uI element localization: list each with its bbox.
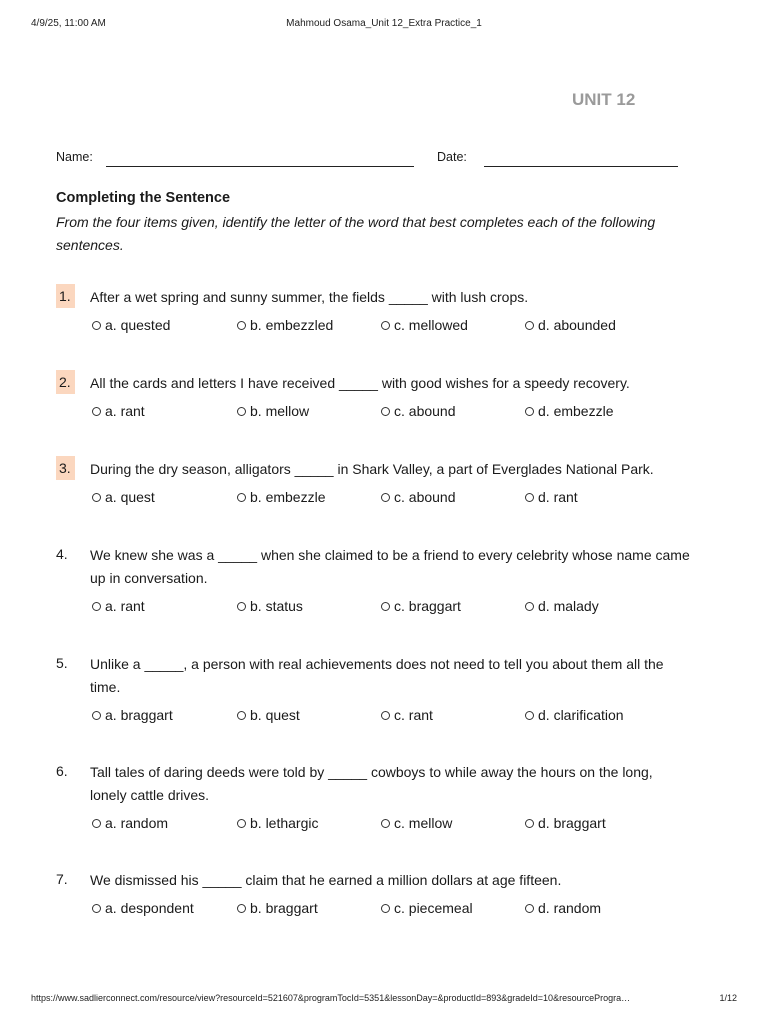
radio-button-icon[interactable]	[525, 407, 534, 416]
answer-option-label: a. quest	[105, 489, 155, 505]
answer-option[interactable]	[381, 815, 452, 831]
print-url: https://www.sadlierconnect.com/resource/view?resourceId=521607&programTocId=5351&lessonDay=&productId=893&gradeId=10&resourceProgra…	[31, 993, 631, 1003]
section-title: Completing the Sentence	[56, 190, 231, 206]
answer-option-label: b. embezzle	[250, 489, 326, 505]
answer-option[interactable]	[92, 707, 173, 723]
answer-option-label: b. embezzled	[250, 317, 334, 333]
answer-options	[92, 317, 692, 337]
answer-option-label: d. braggart	[538, 815, 606, 831]
answer-options	[92, 900, 692, 920]
answer-option-label: c. abound	[394, 403, 456, 419]
answer-option-label: c. abound	[394, 489, 456, 505]
question-number: 7.	[56, 871, 68, 887]
answer-option[interactable]	[525, 598, 599, 614]
name-date-row	[56, 150, 680, 170]
name-label: Name:	[56, 150, 93, 164]
answer-option[interactable]	[237, 707, 300, 723]
answer-option[interactable]	[237, 489, 325, 505]
answer-option-label: b. mellow	[250, 403, 310, 419]
answer-option-label: a. rant	[105, 598, 145, 614]
question-prompt: All the cards and letters I have received _____ with good wishes for a speedy recovery.	[90, 375, 630, 391]
print-footer	[31, 993, 737, 1003]
answer-option-label: a. braggart	[105, 707, 173, 723]
answer-option[interactable]	[237, 598, 303, 614]
print-header	[31, 18, 737, 29]
answer-option[interactable]	[381, 489, 456, 505]
answer-option-label: c. rant	[394, 707, 433, 723]
radio-button-icon[interactable]	[381, 602, 390, 611]
answer-option-label: a. rant	[105, 403, 145, 419]
answer-option[interactable]	[237, 403, 309, 419]
question-number: 4.	[56, 546, 68, 562]
answer-option-label: a. quested	[105, 317, 171, 333]
answer-option-label: d. abounded	[538, 317, 616, 333]
question-prompt: We dismissed his _____ claim that he earned a million dollars at age fifteen.	[90, 872, 562, 888]
radio-button-icon[interactable]	[237, 321, 246, 330]
radio-button-icon[interactable]	[525, 819, 534, 828]
question-prompt: Tall tales of daring deeds were told by _____ cowboys to while away the hours on the long, lonely cattle drives.	[90, 764, 653, 803]
radio-button-icon[interactable]	[525, 493, 534, 502]
print-title: Mahmoud Osama_Unit 12_Extra Practice_1	[286, 18, 482, 29]
answer-option[interactable]	[381, 598, 461, 614]
radio-button-icon[interactable]	[92, 321, 101, 330]
radio-button-icon[interactable]	[525, 904, 534, 913]
radio-button-icon[interactable]	[381, 904, 390, 913]
unit-label: UNIT 12	[572, 90, 636, 109]
radio-button-icon[interactable]	[237, 602, 246, 611]
answer-option[interactable]	[237, 317, 333, 333]
answer-option-label: c. piecemeal	[394, 900, 473, 916]
answer-option-label: c. mellowed	[394, 317, 468, 333]
answer-options	[92, 489, 692, 509]
answer-option-label: b. braggart	[250, 900, 318, 916]
date-label: Date:	[437, 150, 467, 164]
question-number: 5.	[56, 655, 68, 671]
answer-option[interactable]	[525, 403, 613, 419]
radio-button-icon[interactable]	[381, 711, 390, 720]
answer-option[interactable]	[237, 815, 318, 831]
question-prompt: We knew she was a _____ when she claimed to be a friend to every celebrity whose name came up in conversation.	[90, 547, 690, 586]
answer-option-label: d. embezzle	[538, 403, 614, 419]
radio-button-icon[interactable]	[525, 321, 534, 330]
answer-option[interactable]	[92, 489, 155, 505]
print-datetime: 4/9/25, 11:00 AM	[31, 18, 106, 29]
radio-button-icon[interactable]	[92, 493, 101, 502]
answer-option-label: d. random	[538, 900, 602, 916]
radio-button-icon[interactable]	[92, 602, 101, 611]
radio-button-icon[interactable]	[381, 321, 390, 330]
answer-option[interactable]	[525, 317, 616, 333]
answer-option[interactable]	[525, 900, 601, 916]
answer-option-label: c. mellow	[394, 815, 453, 831]
answer-option-label: b. quest	[250, 707, 300, 723]
radio-button-icon[interactable]	[92, 407, 101, 416]
answer-options	[92, 707, 692, 727]
date-field[interactable]	[484, 166, 678, 167]
answer-option[interactable]	[381, 317, 468, 333]
radio-button-icon[interactable]	[237, 407, 246, 416]
question-number: 2.	[56, 370, 75, 394]
radio-button-icon[interactable]	[237, 493, 246, 502]
radio-button-icon[interactable]	[92, 904, 101, 913]
answer-option[interactable]	[92, 598, 145, 614]
answer-option[interactable]	[525, 489, 578, 505]
answer-option[interactable]	[381, 900, 473, 916]
radio-button-icon[interactable]	[92, 711, 101, 720]
radio-button-icon[interactable]	[381, 493, 390, 502]
radio-button-icon[interactable]	[525, 711, 534, 720]
answer-option-label: a. random	[105, 815, 169, 831]
page-number: 1/12	[719, 993, 737, 1003]
question-prompt: After a wet spring and sunny summer, the fields _____ with lush crops.	[90, 289, 529, 305]
answer-option[interactable]	[381, 707, 433, 723]
answer-options	[92, 598, 692, 618]
answer-options	[92, 815, 692, 835]
radio-button-icon[interactable]	[525, 602, 534, 611]
question-number: 6.	[56, 763, 68, 779]
answer-option[interactable]	[237, 900, 318, 916]
answer-options	[92, 403, 692, 423]
answer-option[interactable]	[381, 403, 456, 419]
answer-option-label: a. despondent	[105, 900, 194, 916]
answer-option-label: d. malady	[538, 598, 599, 614]
answer-option[interactable]	[525, 815, 606, 831]
radio-button-icon[interactable]	[237, 904, 246, 913]
question-prompt: Unlike a _____, a person with real achievements does not need to tell you about them all the time.	[90, 656, 664, 695]
radio-button-icon[interactable]	[237, 819, 246, 828]
answer-option[interactable]	[92, 815, 168, 831]
section-instructions: From the four items given, identify the letter of the word that best completes each of the following sentences.	[56, 214, 656, 253]
question-number: 3.	[56, 456, 75, 480]
radio-button-icon[interactable]	[381, 407, 390, 416]
name-field[interactable]	[106, 166, 414, 167]
answer-option-label: b. lethargic	[250, 815, 319, 831]
radio-button-icon[interactable]	[237, 711, 246, 720]
answer-option-label: d. rant	[538, 489, 578, 505]
question-prompt: During the dry season, alligators _____ in Shark Valley, a part of Everglades National Park.	[90, 461, 654, 477]
answer-option[interactable]	[92, 403, 145, 419]
answer-option-label: c. braggart	[394, 598, 461, 614]
answer-option-label: b. status	[250, 598, 303, 614]
question-number: 1.	[56, 284, 75, 308]
answer-option[interactable]	[92, 317, 170, 333]
answer-option[interactable]	[92, 900, 194, 916]
answer-option[interactable]	[525, 707, 624, 723]
answer-option-label: d. clarification	[538, 707, 624, 723]
radio-button-icon[interactable]	[92, 819, 101, 828]
radio-button-icon[interactable]	[381, 819, 390, 828]
